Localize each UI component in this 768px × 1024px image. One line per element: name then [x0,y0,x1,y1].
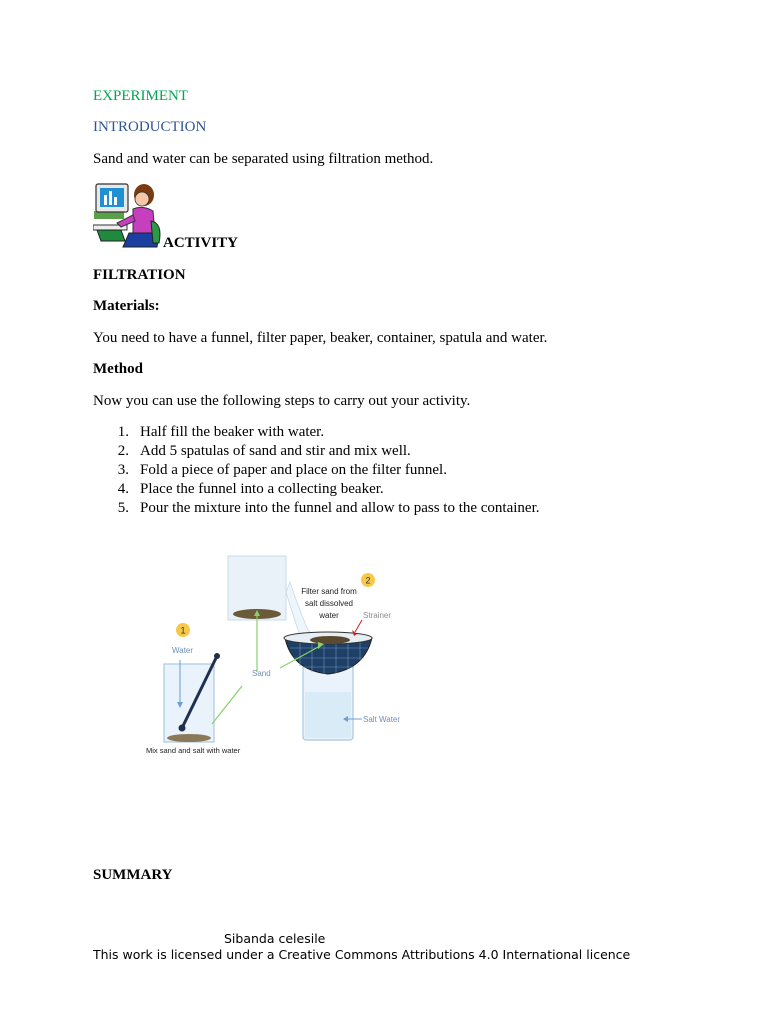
materials-heading: Materials: [93,298,160,314]
sand-pile [167,734,211,742]
method-steps-list [93,423,540,518]
experiment-heading: EXPERIMENT [93,88,188,104]
sand-label: Sand [252,669,271,678]
activity-heading: ACTIVITY [163,235,239,251]
strainer-label: Strainer [363,611,392,620]
list-item: 1. Half fill the beaker with water. [117,424,325,440]
method-intro: Now you can use the following steps to carry out your activity. [93,393,471,409]
list-item: 4. Place the funnel into a collecting beaker. [117,481,384,497]
computer-user-clipart [93,181,163,249]
filtration-diagram [140,552,410,762]
water-label: Water [172,646,194,655]
filter-label-line3: water [319,611,339,620]
footer-author: Sibanda celesile [224,931,326,946]
list-item: 2. Add 5 spatulas of sand and stir and mix well. [117,443,411,459]
svg-text:2: 2 [365,575,371,586]
filter-label-line1: Filter sand from [301,587,357,596]
materials-text: You need to have a funnel, filter paper, beaker, container, spatula and water. [93,330,548,346]
filter-label-line2: salt dissolved [304,599,354,608]
method-heading: Method [93,361,143,377]
mix-caption: Mix sand and salt with water [146,746,241,755]
introduction-heading: INTRODUCTION [93,119,207,135]
list-item: 5. Pour the mixture into the funnel and allow to pass to the container. [117,500,540,516]
intro-text: Sand and water can be separated using filtration method. [93,151,434,167]
footer-license: This work is licensed under a Creative Commons Attributions 4.0 International licence [93,947,631,962]
filtration-heading: FILTRATION [93,267,186,283]
list-item: 3. Fold a piece of paper and place on the filter funnel. [117,462,447,478]
summary-heading: SUMMARY [93,867,173,883]
svg-text:1: 1 [180,625,186,636]
salt-water-label: Salt Water [363,715,401,724]
